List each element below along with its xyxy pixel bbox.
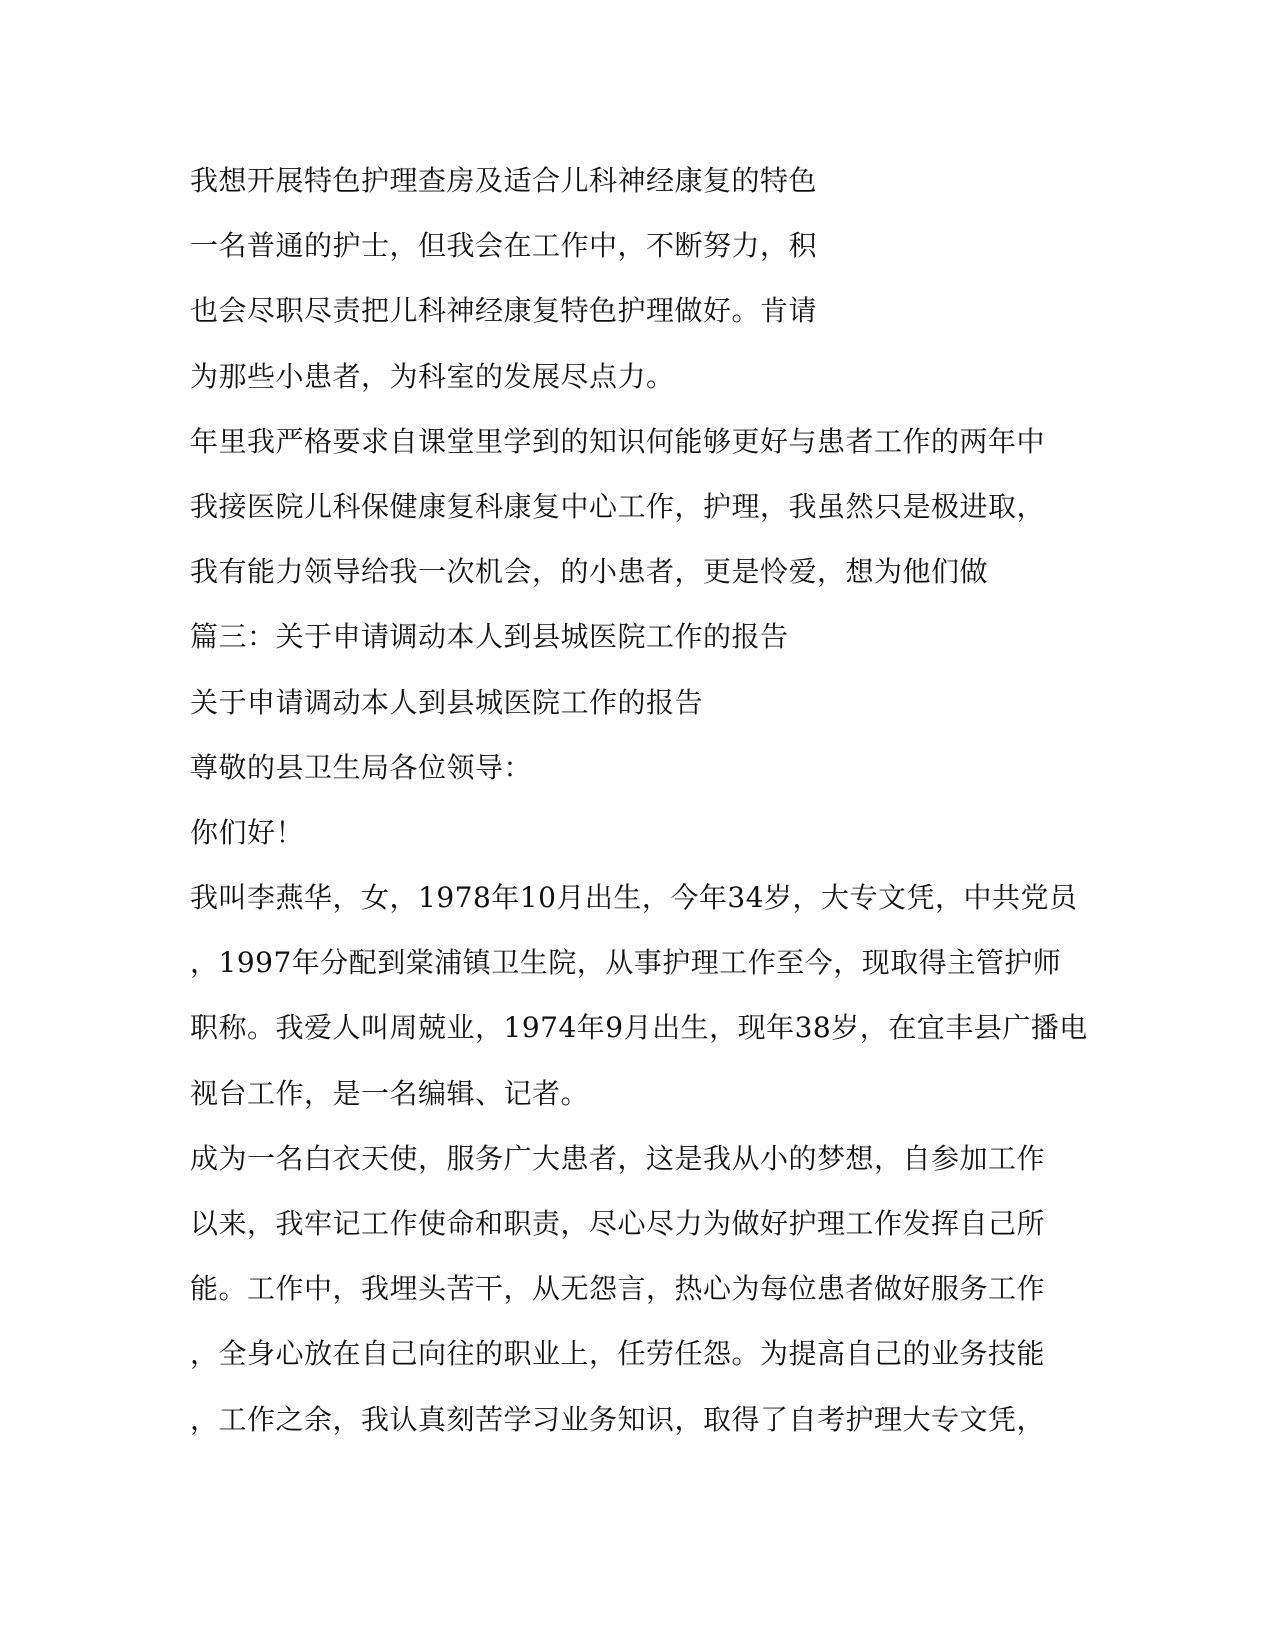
text-line: 我接医院儿科保健康复科康复中心工作，护理，我虽然只是极进取， (190, 489, 1046, 523)
section-heading: 篇三：关于申请调动本人到县城医院工作的报告 (190, 620, 789, 654)
text-line: 以来，我牢记工作使命和职责，尽心尽力为做好护理工作发挥自己所 (190, 1207, 1046, 1240)
report-title: 关于申请调动本人到县城医院工作的报告 (190, 685, 704, 719)
greeting: 你们好！ (190, 815, 305, 849)
text-line: 年里我严格要求自课堂里学到的知识何能够更好与患者工作的两年中 (190, 424, 1046, 458)
text-line: 职称。我爱人叫周兢业，1974年9月出生，现年38岁，在宜丰县广播电 (190, 1011, 1088, 1045)
text-line: 我想开展特色护理查房及适合儿科神经康复的特色 (190, 164, 818, 197)
text-line: 一名普通的护士，但我会在工作中，不断努力，积 (190, 229, 818, 263)
text-line: 我叫李燕华，女，1978年10月出生，今年34岁，大专文凭，中共党员 (190, 881, 1078, 915)
text-line: ，1997年分配到棠浦镇卫生院，从事护理工作至今，现取得主管护师 (190, 946, 1062, 980)
text-line: 能。工作中，我埋头苦干，从无怨言，热心为每位患者做好服务工作 (190, 1272, 1046, 1306)
text-line: 为那些小患者，为科室的发展尽点力。 (190, 359, 675, 393)
text-line: 视台工作，是一名编辑、记者。 (190, 1076, 590, 1110)
text-line: 我有能力领导给我一次机会，的小患者，更是怜爱，想为他们做 (190, 555, 989, 589)
text-line: 成为一名白衣天使，服务广大患者，这是我从小的梦想，自参加工作 (190, 1141, 1046, 1175)
text-line: 也会尽职尽责把儿科神经康复特色护理做好。肯请 (190, 294, 818, 328)
text-line: ，工作之余，我认真刻苦学习业务知识，取得了自考护理大专文凭， (190, 1402, 1046, 1436)
text-line: ，全身心放在自己向往的职业上，任劳任怨。为提高自己的业务技能 (190, 1337, 1046, 1371)
salutation: 尊敬的县卫生局各位领导： (190, 750, 533, 784)
document-body (190, 164, 1090, 1468)
